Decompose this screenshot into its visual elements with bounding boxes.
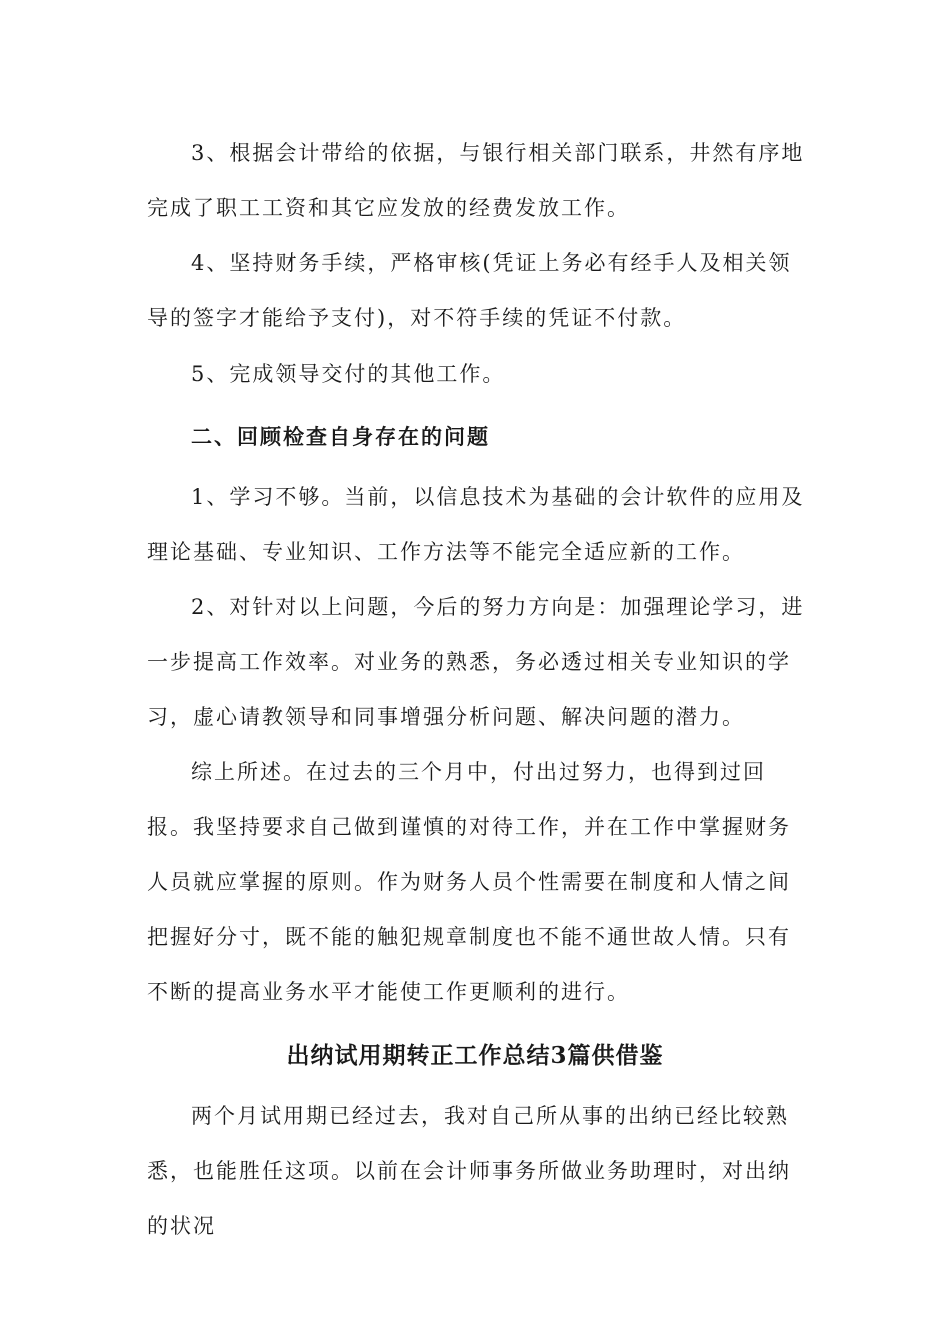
paragraph-item-5: 5、完成领导交付的其他工作。 [191, 362, 506, 386]
intro-paragraph: 两个月试用期已经过去，我对自己所从事的出纳已经比较熟悉，也能胜任这项。以前在会计师事务所做业务助理时，对出纳的状况 [147, 1104, 791, 1238]
problem-item-1: 1、学习不够。当前，以信息技术为基础的会计软件的应用及理论基础、专业知识、工作方法等不能完全适应新的工作。 [147, 485, 805, 564]
paragraph-item-4: 4、坚持财务手续，严格审核(凭证上务必有经手人及相关领导的签字才能给予支付)，对不符手续的凭证不付款。 [147, 251, 792, 330]
problem-item-2: 2、对针对以上问题，今后的努力方向是：加强理论学习，进一步提高工作效率。对业务的熟悉，务必透过相关专业知识的学习，虚心请教领导和同事增强分析问题、解决问题的潜力。 [147, 595, 805, 729]
summary-paragraph: 综上所述。在过去的三个月中，付出过努力，也得到过回报。我坚持要求自己做到谨慎的对待工作，并在工作中掌握财务人员就应掌握的原则。作为财务人员个性需要在制度和人情之间把握好分寸，既不能的触犯规章制度也不能不通世故人情。只有不断的提高业务水平才能使工作更顺利的进行。 [147, 760, 791, 1004]
section-heading: 二、回顾检查自身存在的问题 [191, 424, 490, 449]
paragraph-item-3: 3、根据会计带给的依据，与银行相关部门联系，井然有序地完成了职工工资和其它应发放的经费发放工作。 [147, 141, 805, 220]
document-title: 出纳试用期转正工作总结3篇供借鉴 [286, 1042, 664, 1069]
